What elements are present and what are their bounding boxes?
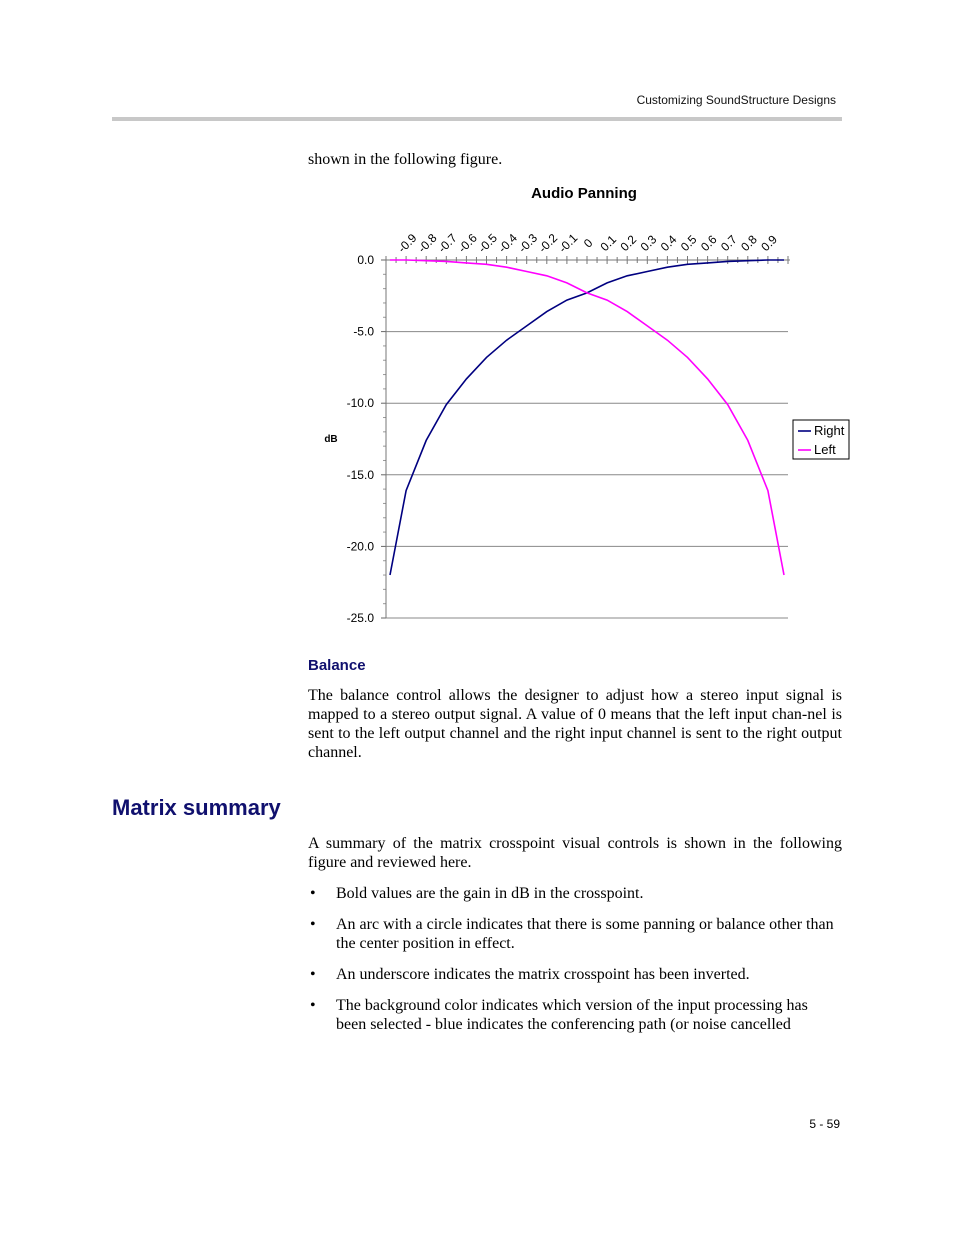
y-tick-label: -10.0: [346, 396, 374, 411]
series-line-left: [390, 260, 784, 575]
balance-paragraph: The balance control allows the designer to adjust how a stereo input signal is mapped to a stereo output signal. A value of 0 means that the left input chan-nel is sent to the left output channel and the right input channel is sent to the right output channel.: [308, 687, 842, 761]
x-tick-label: 0.9: [758, 232, 780, 255]
bullet-item: [308, 965, 842, 984]
audio-panning-chart: [300, 178, 860, 638]
chart-svg: [300, 178, 860, 638]
x-tick-label: -0.9: [395, 230, 420, 256]
matrix-summary-bullets: [308, 884, 842, 1046]
bullet-text: Bold values are the gain in dB in the crosspoint.: [336, 885, 644, 902]
x-tick-label: 0: [580, 235, 596, 251]
y-tick-label: -5.0: [353, 324, 374, 339]
intro-text: shown in the following figure.: [308, 151, 503, 168]
x-tick-label: -0.2: [535, 230, 561, 256]
legend-label: Right: [814, 423, 845, 438]
y-axis-label: dB: [324, 434, 338, 445]
matrix-summary-paragraph: A summary of the matrix crosspoint visual controls is shown in the following figure and reviewed here.: [308, 835, 842, 871]
y-tick-label: -20.0: [346, 539, 374, 554]
bullet-item: [308, 996, 842, 1034]
bullet-glyph: •: [310, 997, 316, 1014]
running-header: Customizing SoundStructure Designs: [636, 93, 836, 107]
balance-heading: Balance: [308, 657, 366, 674]
bullet-item: [308, 884, 842, 903]
x-tick-label: 0.2: [617, 232, 640, 255]
x-tick-label: -0.7: [435, 230, 460, 256]
matrix-summary-heading: Matrix summary: [112, 795, 281, 820]
y-tick-label: 0.0: [357, 253, 374, 267]
x-tick-label: 0.7: [718, 232, 740, 255]
bullet-glyph: •: [310, 916, 316, 933]
x-tick-label: 0.1: [597, 232, 620, 255]
x-tick-label: 0.4: [657, 232, 680, 255]
bullet-glyph: •: [310, 885, 316, 902]
x-tick-label: -0.5: [475, 230, 500, 256]
x-tick-label: -0.4: [495, 230, 521, 256]
x-tick-label: -0.8: [415, 230, 440, 256]
bullet-text: The background color indicates which version of the input processing has been selected - blue indicates the conferencing path (or noise cancelled: [336, 997, 808, 1033]
page-number: 5 - 59: [809, 1117, 840, 1131]
x-tick-label: 0.3: [637, 232, 660, 255]
series-line-right: [390, 260, 784, 575]
x-tick-label: -0.6: [455, 230, 480, 256]
x-tick-label: 0.5: [677, 232, 700, 255]
header-rule: [112, 117, 842, 121]
x-tick-label: -0.1: [555, 230, 581, 256]
y-tick-label: -25.0: [346, 611, 374, 625]
bullet-glyph: •: [310, 966, 316, 983]
bullet-text: An arc with a circle indicates that there is some panning or balance other than the center position in effect.: [336, 916, 834, 952]
bullet-text: An underscore indicates the matrix crosspoint has been inverted.: [336, 966, 750, 983]
x-tick-label: 0.8: [738, 232, 760, 255]
y-tick-label: -15.0: [346, 467, 374, 482]
x-tick-label: -0.3: [515, 230, 541, 256]
x-tick-label: 0.6: [697, 232, 720, 255]
legend-label: Left: [814, 442, 836, 457]
bullet-item: [308, 915, 842, 953]
chart-title: Audio Panning: [531, 185, 637, 202]
